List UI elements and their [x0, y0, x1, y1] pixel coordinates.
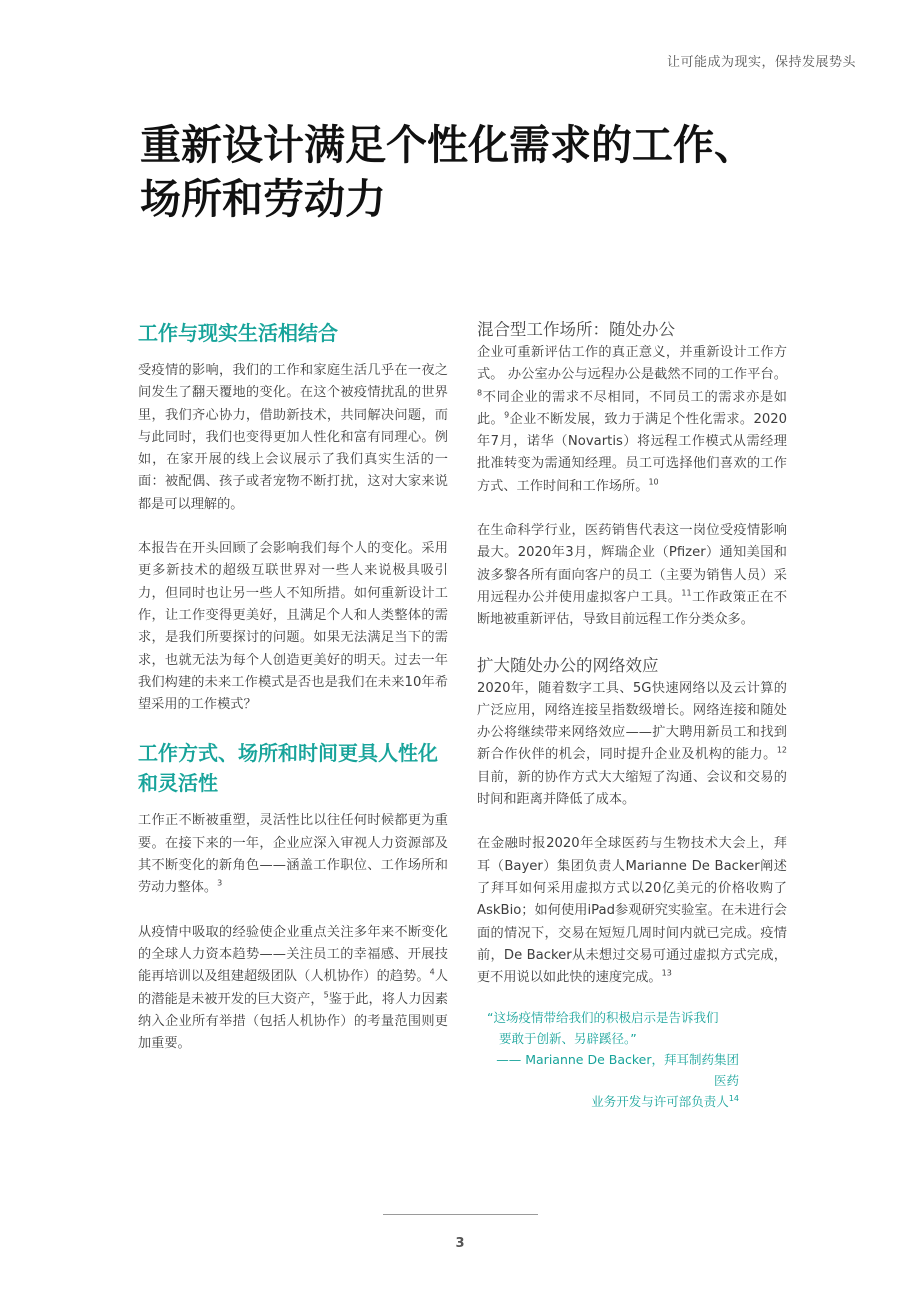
- footnote-ref: 12: [776, 746, 787, 756]
- footnote-ref: 14: [728, 1094, 739, 1104]
- footnote-ref: 13: [661, 968, 672, 978]
- paragraph-report-intro: 本报告在开头回顾了会影响我们每个人的变化。采用更多新技术的超级互联世界对一些人来说极具吸引力，但同时也让另一些人不知所措。如何重新设计工作，让工作变得更美好，且满足个人和人类整体的需求，是我们所要探讨的问题。如果无法满足当下的需求，也就无法为每个人创造更美好的明天。过去一年我们构建的未来工作模式是否也是我们在未来10年希望采用的工作模式？: [138, 541, 448, 713]
- page-title-line1: 重新设计满足个性化需求的工作、: [140, 121, 755, 169]
- left-column: [138, 318, 448, 1055]
- page-title-line2: 场所和劳动力: [140, 175, 386, 223]
- section-heading-hybrid-workplace: 混合型工作场所：随处办公: [477, 320, 675, 339]
- page-number: 3: [455, 1236, 465, 1251]
- paragraph-work-reshaped: 工作正不断被重塑，灵活性比以往任何时候都更为重要。在接下来的一年，企业应深入审视人力资源部及其不断变化的新角色——涵盖工作职位、工作场所和劳动力整体。$^3$: [138, 813, 448, 896]
- footer-divider: [383, 1214, 538, 1215]
- footnote-ref: 11: [681, 588, 692, 598]
- paragraph-bayer-example: 在金融时报2020年全球医药与生物技术大会上，拜耳（Bayer）集团负责人Marianne De Backer阐述了拜耳如何采用虚拟方式以20亿美元的价格收购了AskBio；如何使用iPad参观研究实验室。在未进行会面的情况下，交易在短短几周时间内就已完成。疫情前，De Backer从未想过交易可通过虚拟方式完成，更不用说以如此快的速度完成。$^{13}$: [477, 836, 787, 986]
- paragraph-network-effect: 2020年，随着数字工具、5G快速网络以及云计算的广泛应用，网络连接呈指数级增长。网络连接和随处办公将继续带来网络效应——扩大聘用新员工和找到新合作伙伴的机会，同时提升企业及机构的能力。$^{12}$目前，新的协作方式大大缩短了沟通、会议和交易的时间和距离并降低了成本。: [477, 680, 787, 808]
- footnote-ref: 5: [323, 990, 329, 1000]
- footnote-ref: 8: [477, 388, 483, 398]
- quote-line-1: “这场疫情带给我们的积极启示是告诉我们: [487, 1010, 719, 1026]
- section-heading-network-effect: 扩大随处办公的网络效应: [477, 655, 659, 675]
- paragraph-pandemic-impact: 受疫情的影响，我们的工作和家庭生活几乎在一夜之间发生了翻天覆地的变化。在这个被疫情扰乱的世界里，我们齐心协力，借助新技术，共同解决问题，而与此同时，我们也变得更加人性化和富有同理心。例如，在家开展的线上会议展示了我们真实生活的一面：被配偶、孩子或者宠物不断打扰，这对大家来说都是可以理解的。: [138, 363, 448, 512]
- page-title: [140, 118, 840, 226]
- section-heading-work-life: 工作与现实生活相结合: [138, 321, 338, 345]
- footnote-ref: 4: [429, 967, 435, 977]
- footnote-ref: 10: [648, 477, 659, 487]
- footnote-ref: 3: [217, 878, 223, 888]
- paragraph-human-capital: 从疫情中吸取的经验使企业重点关注多年来不断变化的全球人力资本趋势——关注员工的幸福感、开展技能再培训以及组建超级团队（人机协作）的趋势。$^4$人的潜能是未被开发的巨大资产，$^5$鉴于此，将人力因素纳入企业所有举措（包括人机协作）的考量范围则更加重要。: [138, 924, 449, 1052]
- footnote-ref: 9: [504, 410, 510, 420]
- quote-line-2: 要敢于创新、另辟蹊径。”: [499, 1031, 637, 1047]
- section-heading-flexibility: 工作方式、场所和时间更具人性化和灵活性: [138, 741, 438, 796]
- pull-quote: [487, 1007, 787, 1112]
- quote-attribution-line-1: —— Marianne De Backer，拜耳制药集团医药: [496, 1052, 739, 1089]
- paragraph-hybrid-workplace: 企业可重新评估工作的真正意义，并重新设计工作方式。 办公室办公与远程办公是截然不同的工作平台。$^8$不同企业的需求不尽相同，不同员工的需求亦是如此。$^9$企业不断发展，致力于满足个性化需求。2020年7月，诺华（Novartis）将远程工作模式从需经理批准转变为需通知经理。员工可选择他们喜欢的工作方式、工作时间和工作场所。$^{10}$: [477, 345, 788, 494]
- quote-attribution-line-2: 业务开发与许可部负责人$^{14}$: [591, 1094, 739, 1110]
- right-column: [477, 318, 787, 1112]
- running-header: 让可能成为现实，保持发展势头: [666, 55, 856, 70]
- paragraph-life-sciences: 在生命科学行业，医药销售代表这一岗位受疫情影响最大。2020年3月，辉瑞企业（Pfizer）通知美国和波多黎各所有面向客户的员工（主要为销售人员）采用远程办公并使用虚拟客户工具。$^{11}$工作政策正在不断地被重新评估，导致目前远程工作分类众多。: [477, 523, 788, 628]
